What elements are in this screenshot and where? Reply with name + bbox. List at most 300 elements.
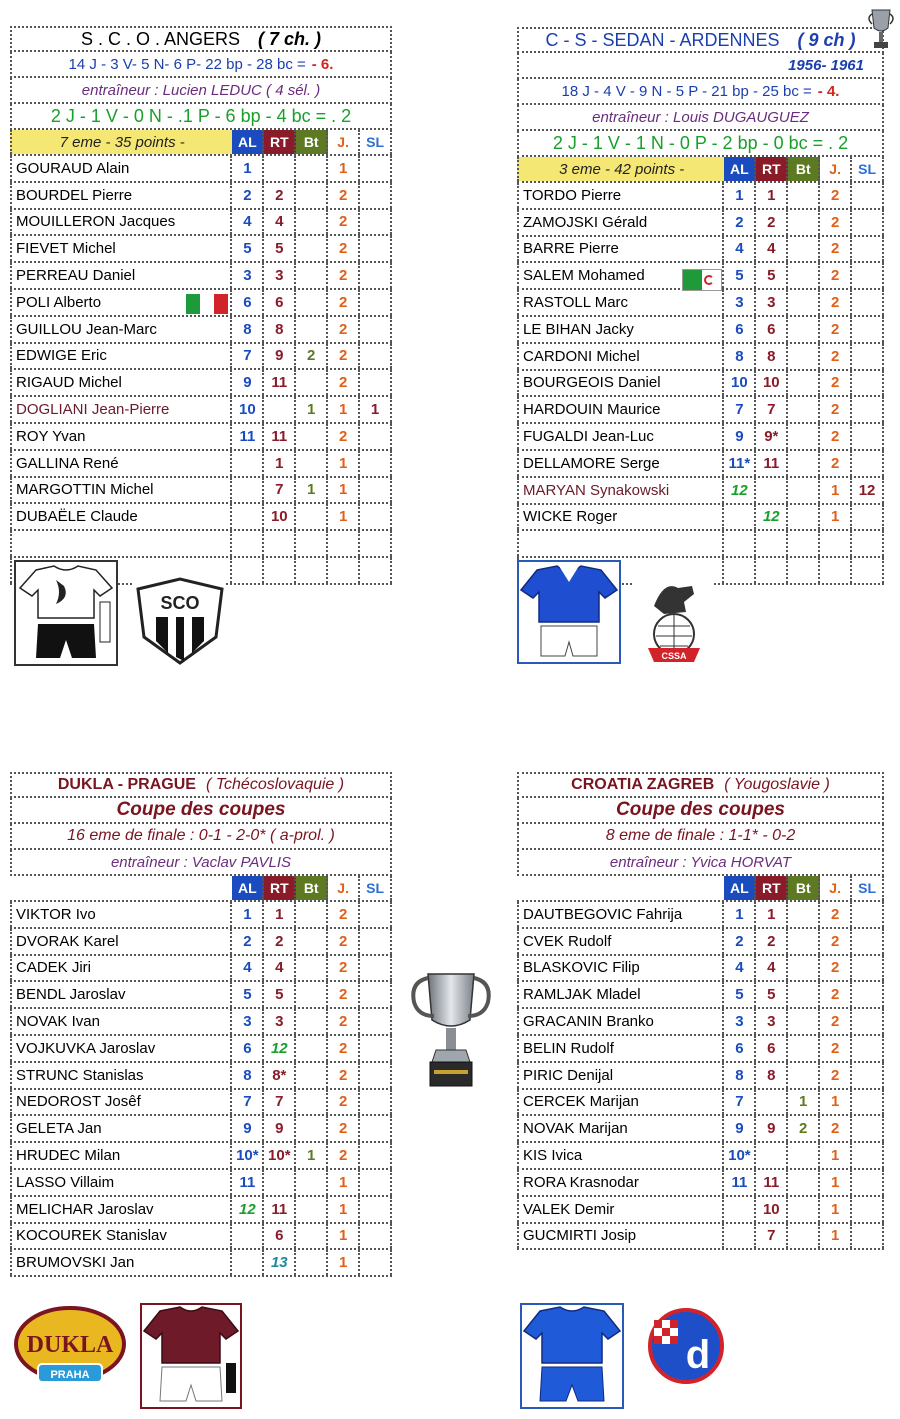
cell-sl xyxy=(852,451,884,476)
player-name: DAUTBEGOVIC Fahrija xyxy=(517,902,724,927)
player-name: ZAMOJSKI Gérald xyxy=(517,210,724,235)
cell-j: 1 xyxy=(328,1224,360,1249)
dukla-coach-row xyxy=(10,850,392,876)
cell-bt xyxy=(788,451,820,476)
cell-bt xyxy=(788,531,820,556)
player-name: BENDL Jaroslav xyxy=(10,982,232,1007)
cell-j: 2 xyxy=(820,344,852,369)
player-name: CADEK Jiri xyxy=(10,956,232,981)
cell-rt xyxy=(756,1143,788,1168)
cell-al: 11 xyxy=(724,1170,756,1195)
cell-sl xyxy=(360,263,392,288)
player-name: KIS Ivica xyxy=(517,1143,724,1168)
cell-j: 1 xyxy=(820,1143,852,1168)
cell-j: 2 xyxy=(328,263,360,288)
cell-sl xyxy=(852,397,884,422)
col-bt: Bt xyxy=(296,876,328,900)
cell-j: 1 xyxy=(328,451,360,476)
cell-al: 8 xyxy=(232,317,264,342)
table-row xyxy=(10,424,392,451)
table-row xyxy=(517,344,884,371)
cell-rt: 3 xyxy=(264,1009,296,1034)
cell-rt: 1 xyxy=(264,451,296,476)
cell-bt xyxy=(296,451,328,476)
cell-bt xyxy=(296,1197,328,1222)
cell-al: 5 xyxy=(232,982,264,1007)
cell-al xyxy=(232,504,264,529)
col-al: AL xyxy=(232,130,264,154)
dukla-crest-text: DUKLA xyxy=(26,1332,114,1358)
player-name: BARRE Pierre xyxy=(517,237,724,262)
cell-bt xyxy=(296,263,328,288)
cell-j: 2 xyxy=(820,210,852,235)
cell-al: 11* xyxy=(724,451,756,476)
cell-al: 9 xyxy=(724,424,756,449)
cell-al xyxy=(232,558,264,583)
cell-j: 1 xyxy=(820,505,852,530)
cell-al: 3 xyxy=(724,290,756,315)
cell-sl xyxy=(852,263,884,288)
cell-sl xyxy=(852,1116,884,1141)
player-name: CARDONI Michel xyxy=(517,344,724,369)
cell-j: 2 xyxy=(328,344,360,369)
cell-sl xyxy=(360,317,392,342)
table-row xyxy=(517,1063,884,1090)
table-row xyxy=(10,1063,392,1090)
cell-sl: 12 xyxy=(852,478,884,503)
col-sl: SL xyxy=(852,157,884,181)
player-name: GALLINA René xyxy=(10,451,232,476)
col-sl: SL xyxy=(360,876,392,900)
cell-sl xyxy=(852,505,884,530)
cell-sl xyxy=(852,371,884,396)
cell-rt xyxy=(264,558,296,583)
table-row xyxy=(517,1224,884,1251)
cell-al: 2 xyxy=(232,183,264,208)
cell-bt xyxy=(788,956,820,981)
croatia-crest-letter: d xyxy=(685,1333,711,1377)
cell-al: 10* xyxy=(232,1143,264,1168)
player-name xyxy=(517,531,724,556)
player-name: STRUNC Stanislas xyxy=(10,1063,232,1088)
cell-sl xyxy=(360,156,392,181)
player-name: MELICHAR Jaroslav xyxy=(10,1197,232,1222)
table-row xyxy=(10,1250,392,1277)
cell-j xyxy=(328,558,360,583)
croatia-coach: entraîneur : Yvica HORVAT xyxy=(609,853,792,871)
croatia-panel xyxy=(517,772,884,1250)
cell-rt xyxy=(756,1090,788,1115)
table-row xyxy=(10,982,392,1009)
small-trophy-icon xyxy=(866,8,896,52)
cell-rt xyxy=(756,531,788,556)
cell-bt xyxy=(296,558,328,583)
cell-bt: 1 xyxy=(296,478,328,503)
cell-al xyxy=(232,1224,264,1249)
player-name: FUGALDI Jean-Luc xyxy=(517,424,724,449)
cell-bt xyxy=(788,263,820,288)
sedan-coach: entraîneur : Louis DUGAUGUEZ xyxy=(592,108,809,126)
angers-crest-icon xyxy=(134,577,226,665)
cell-j: 2 xyxy=(328,1036,360,1061)
cell-j: 2 xyxy=(328,902,360,927)
cell-sl xyxy=(360,902,392,927)
croatia-rank-blank xyxy=(517,876,724,900)
cell-j: 1 xyxy=(328,1250,360,1275)
croatia-title: CROATIA ZAGREB xyxy=(571,776,715,793)
cell-bt xyxy=(296,1116,328,1141)
cell-bt xyxy=(788,982,820,1007)
table-row xyxy=(10,344,392,371)
cell-al: 10 xyxy=(232,397,264,422)
player-name: MARGOTTIN Michel xyxy=(10,478,232,503)
table-row xyxy=(10,156,392,183)
cell-sl xyxy=(852,531,884,556)
player-name: HRUDEC Milan xyxy=(10,1143,232,1168)
table-row xyxy=(517,1197,884,1224)
cell-al: 6 xyxy=(724,317,756,342)
cell-al: 5 xyxy=(232,236,264,261)
cell-al: 11 xyxy=(232,1170,264,1195)
cell-sl xyxy=(360,956,392,981)
cell-rt: 7 xyxy=(264,1090,296,1115)
cell-al: 6 xyxy=(724,1036,756,1061)
cell-j: 2 xyxy=(820,317,852,342)
cell-rt: 9 xyxy=(264,344,296,369)
player-name: LE BIHAN Jacky xyxy=(517,317,724,342)
cell-al: 12 xyxy=(724,478,756,503)
table-row xyxy=(10,263,392,290)
sedan-record: 18 J - 4 V - 9 N - 5 P - 21 bp - 25 bc = xyxy=(561,82,812,100)
cell-al xyxy=(724,531,756,556)
cell-sl xyxy=(852,237,884,262)
croatia-player-list xyxy=(517,902,884,1250)
table-row xyxy=(517,531,884,558)
cell-al: 7 xyxy=(724,397,756,422)
cell-rt: 6 xyxy=(264,1224,296,1249)
cell-bt xyxy=(788,902,820,927)
cell-rt xyxy=(756,478,788,503)
player-name: NOVAK Ivan xyxy=(10,1009,232,1034)
cell-sl xyxy=(360,1224,392,1249)
cell-al: 8 xyxy=(724,344,756,369)
player-name: EDWIGE Eric xyxy=(10,344,232,369)
cell-bt xyxy=(788,1036,820,1061)
cell-bt xyxy=(296,424,328,449)
cell-j: 2 xyxy=(820,237,852,262)
cell-sl xyxy=(852,317,884,342)
table-row xyxy=(517,210,884,237)
italy-flag-icon xyxy=(186,294,228,314)
dukla-title: DUKLA - PRAGUE xyxy=(57,776,196,793)
cell-al: 9 xyxy=(232,1116,264,1141)
cell-j: 2 xyxy=(820,1063,852,1088)
cell-al: 9 xyxy=(724,1116,756,1141)
cell-al: 3 xyxy=(232,263,264,288)
cell-sl xyxy=(360,344,392,369)
player-name: PIRIC Denijal xyxy=(517,1063,724,1088)
sedan-rank: 3 eme - 42 points - xyxy=(517,157,724,181)
sedan-crest-icon xyxy=(634,576,714,666)
cell-rt: 10 xyxy=(264,504,296,529)
player-name: MARYAN Synakowski xyxy=(517,478,724,503)
cell-sl xyxy=(852,183,884,208)
table-row xyxy=(10,236,392,263)
cell-sl xyxy=(360,451,392,476)
col-j: J. xyxy=(328,876,360,900)
cell-rt: 4 xyxy=(264,210,296,235)
player-name: CVEK Rudolf xyxy=(517,929,724,954)
angers-title: S . C . O . ANGERS xyxy=(80,28,241,49)
cell-j: 2 xyxy=(328,929,360,954)
cell-rt xyxy=(264,1170,296,1195)
cell-bt xyxy=(788,505,820,530)
cell-rt: 5 xyxy=(264,236,296,261)
cell-rt: 2 xyxy=(264,183,296,208)
cell-j xyxy=(820,531,852,556)
table-row xyxy=(10,370,392,397)
player-name: BOURGEOIS Daniel xyxy=(517,371,724,396)
cell-j: 2 xyxy=(820,956,852,981)
svg-text:SCO: SCO xyxy=(160,593,200,613)
player-name: NOVAK Marijan xyxy=(517,1116,724,1141)
player-name: GOURAUD Alain xyxy=(10,156,232,181)
cell-rt: 11 xyxy=(756,1170,788,1195)
cell-al: 11 xyxy=(232,424,264,449)
algeria-flag-icon xyxy=(682,269,722,291)
cell-al: 7 xyxy=(724,1090,756,1115)
cell-rt: 6 xyxy=(756,1036,788,1061)
cell-al: 10* xyxy=(724,1143,756,1168)
cell-sl xyxy=(360,1009,392,1034)
cell-bt xyxy=(788,424,820,449)
dukla-rank-blank xyxy=(10,876,232,900)
angers-player-list xyxy=(10,156,392,585)
col-sl: SL xyxy=(360,130,392,154)
cell-j: 2 xyxy=(820,397,852,422)
table-row xyxy=(10,451,392,478)
cell-bt xyxy=(788,290,820,315)
cell-j: 1 xyxy=(820,478,852,503)
angers-titles-count: ( 7 ch. ) xyxy=(258,28,322,49)
table-row xyxy=(10,478,392,505)
player-name: GUILLOU Jean-Marc xyxy=(10,317,232,342)
cell-sl xyxy=(852,1063,884,1088)
cell-al: 7 xyxy=(232,1090,264,1115)
col-j: J. xyxy=(328,130,360,154)
col-bt: Bt xyxy=(788,157,820,181)
player-name: GUCMIRTI Josip xyxy=(517,1224,724,1249)
cell-rt: 6 xyxy=(264,290,296,315)
col-al: AL xyxy=(724,876,756,900)
cell-rt: 12 xyxy=(264,1036,296,1061)
cell-sl xyxy=(852,1224,884,1249)
table-row xyxy=(517,929,884,956)
table-row xyxy=(10,317,392,344)
table-row xyxy=(10,1036,392,1063)
cell-bt xyxy=(296,156,328,181)
cell-al: 6 xyxy=(232,1036,264,1061)
col-al: AL xyxy=(724,157,756,181)
col-bt: Bt xyxy=(296,130,328,154)
player-name: RAMLJAK Mladel xyxy=(517,982,724,1007)
cell-sl xyxy=(360,236,392,261)
player-name: BOURDEL Pierre xyxy=(10,183,232,208)
cell-bt xyxy=(788,1197,820,1222)
cell-sl xyxy=(360,1116,392,1141)
cell-j: 2 xyxy=(328,183,360,208)
cell-al: 1 xyxy=(232,902,264,927)
cell-rt: 11 xyxy=(264,370,296,395)
col-rt: RT xyxy=(264,130,296,154)
cell-rt: 10* xyxy=(264,1143,296,1168)
sedan-panel xyxy=(517,27,884,585)
cell-bt: 1 xyxy=(788,1090,820,1115)
cell-bt: 1 xyxy=(296,1143,328,1168)
cell-j: 2 xyxy=(328,1090,360,1115)
col-rt: RT xyxy=(264,876,296,900)
sedan-kit-icon xyxy=(517,560,621,664)
cell-j: 2 xyxy=(328,424,360,449)
cell-sl xyxy=(360,1197,392,1222)
player-name: POLI Alberto xyxy=(10,290,232,315)
cell-sl xyxy=(852,1170,884,1195)
cell-sl xyxy=(852,424,884,449)
cell-j: 2 xyxy=(328,982,360,1007)
table-row xyxy=(517,317,884,344)
cell-j: 2 xyxy=(820,183,852,208)
table-row xyxy=(10,956,392,983)
table-row xyxy=(10,1170,392,1197)
sedan-years: 1956- 1961 xyxy=(788,56,864,74)
cell-bt xyxy=(296,504,328,529)
cell-j: 1 xyxy=(328,1170,360,1195)
cell-al: 3 xyxy=(232,1009,264,1034)
cell-sl xyxy=(852,1197,884,1222)
cell-al: 9 xyxy=(232,370,264,395)
table-row xyxy=(517,902,884,929)
cell-sl xyxy=(852,982,884,1007)
cell-bt xyxy=(296,1063,328,1088)
cell-j: 2 xyxy=(820,371,852,396)
croatia-round-row xyxy=(517,824,884,850)
cell-rt: 9 xyxy=(264,1116,296,1141)
cell-j: 2 xyxy=(328,210,360,235)
cell-bt xyxy=(788,558,820,583)
croatia-competition-row xyxy=(517,798,884,824)
cell-al: 4 xyxy=(232,956,264,981)
player-name: TORDO Pierre xyxy=(517,183,724,208)
table-row xyxy=(517,371,884,398)
table-row xyxy=(517,1170,884,1197)
cell-rt: 1 xyxy=(756,183,788,208)
cell-bt xyxy=(788,371,820,396)
cell-j: 2 xyxy=(820,982,852,1007)
cell-bt xyxy=(788,1170,820,1195)
cell-rt: 1 xyxy=(264,902,296,927)
cell-j: 1 xyxy=(328,504,360,529)
cell-bt xyxy=(788,1224,820,1249)
croatia-crest-icon xyxy=(644,1306,728,1386)
table-row xyxy=(10,504,392,531)
cell-j: 1 xyxy=(820,1170,852,1195)
sedan-title: C - S - SEDAN - ARDENNES xyxy=(545,29,780,50)
cell-sl xyxy=(360,183,392,208)
cell-j: 2 xyxy=(328,290,360,315)
table-row xyxy=(10,1116,392,1143)
cell-bt xyxy=(788,929,820,954)
angers-title-row xyxy=(10,26,392,52)
cell-bt xyxy=(296,929,328,954)
cell-al: 7 xyxy=(232,344,264,369)
dukla-kit-icon xyxy=(140,1303,242,1409)
cell-al: 1 xyxy=(232,156,264,181)
cell-al: 4 xyxy=(232,210,264,235)
svg-text:CSSA: CSSA xyxy=(661,651,687,661)
player-name: WICKE Roger xyxy=(517,505,724,530)
table-row xyxy=(517,1143,884,1170)
player-name: LASSO Villaim xyxy=(10,1170,232,1195)
player-name: HARDOUIN Maurice xyxy=(517,397,724,422)
player-name: RASTOLL Marc xyxy=(517,290,724,315)
croatia-competition: Coupe des coupes xyxy=(616,799,785,820)
dukla-coach: entraîneur : Vaclav PAVLIS xyxy=(110,853,292,871)
cell-bt xyxy=(296,210,328,235)
cell-j: 2 xyxy=(820,424,852,449)
cell-rt: 7 xyxy=(756,397,788,422)
cell-sl: 1 xyxy=(360,397,392,422)
col-sl: SL xyxy=(852,876,884,900)
cell-sl xyxy=(360,504,392,529)
cell-rt xyxy=(264,397,296,422)
cell-al: 8 xyxy=(232,1063,264,1088)
cell-rt: 2 xyxy=(756,929,788,954)
dukla-country: ( Tchécoslovaquie ) xyxy=(205,776,345,793)
cell-bt xyxy=(296,1009,328,1034)
table-row xyxy=(10,1224,392,1251)
table-row xyxy=(517,1116,884,1143)
cell-al: 2 xyxy=(232,929,264,954)
angers-column-header xyxy=(10,130,392,156)
sedan-title-row xyxy=(517,27,884,53)
cell-bt xyxy=(296,902,328,927)
cell-sl xyxy=(852,558,884,583)
col-rt: RT xyxy=(756,157,788,181)
player-name: FIEVET Michel xyxy=(10,236,232,261)
sedan-season-row xyxy=(517,131,884,157)
cell-bt xyxy=(788,344,820,369)
cell-al xyxy=(232,531,264,556)
sedan-years-row xyxy=(517,53,884,79)
cell-al: 1 xyxy=(724,902,756,927)
cell-bt xyxy=(296,1036,328,1061)
cell-j xyxy=(820,558,852,583)
table-row xyxy=(10,1009,392,1036)
cell-j: 2 xyxy=(328,1063,360,1088)
cell-rt: 5 xyxy=(756,982,788,1007)
table-row xyxy=(517,237,884,264)
table-row xyxy=(517,505,884,532)
cell-bt xyxy=(788,183,820,208)
cell-bt xyxy=(788,210,820,235)
player-name: BLASKOVIC Filip xyxy=(517,956,724,981)
cell-al xyxy=(724,505,756,530)
table-row xyxy=(517,956,884,983)
cell-rt: 3 xyxy=(756,1009,788,1034)
dukla-round-row xyxy=(10,824,392,850)
dukla-player-list xyxy=(10,902,392,1277)
player-name: MOUILLERON Jacques xyxy=(10,210,232,235)
